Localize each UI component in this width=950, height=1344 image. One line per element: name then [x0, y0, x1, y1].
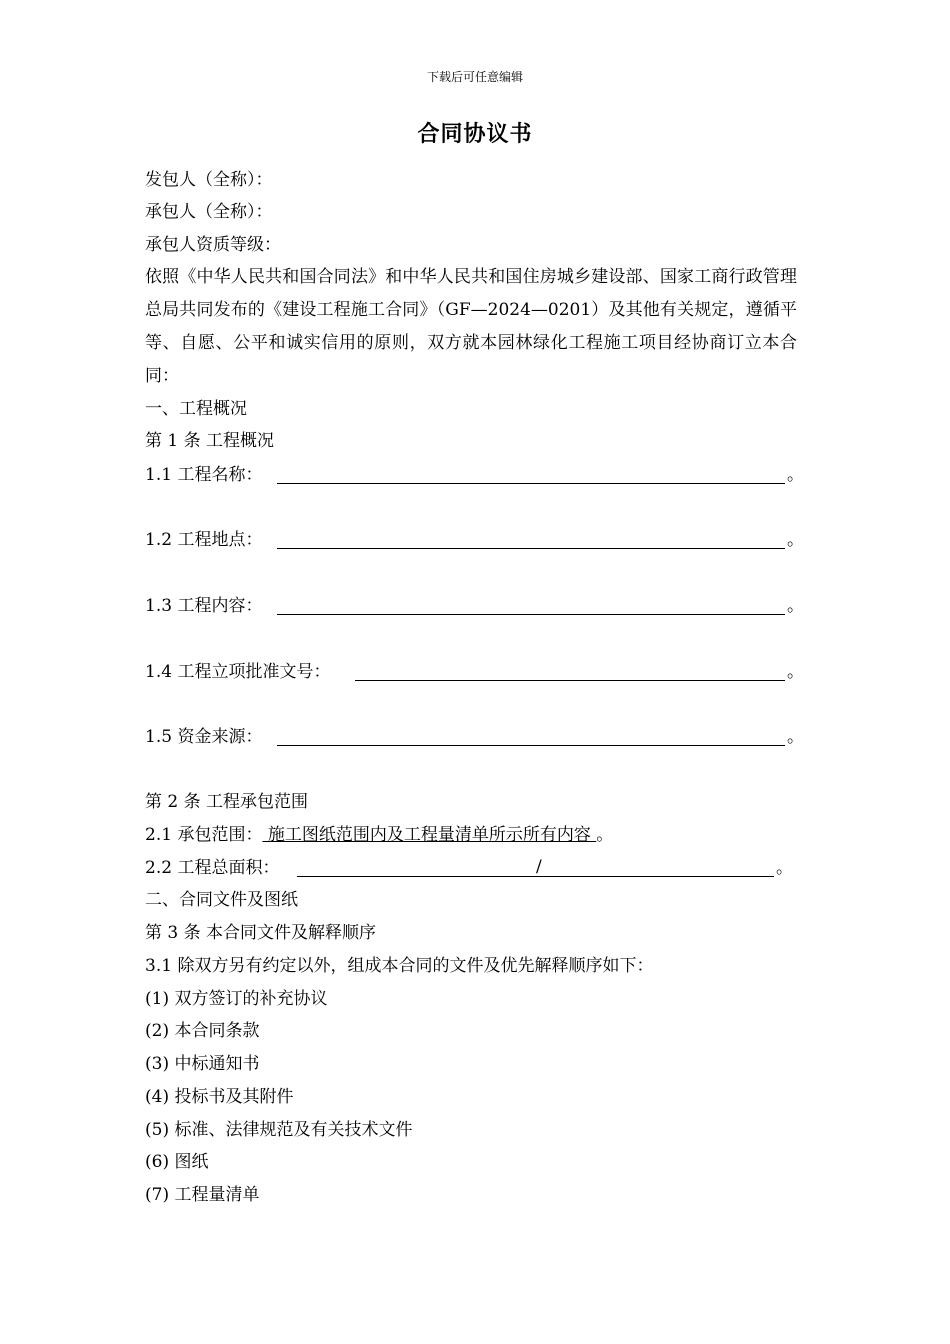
document-list-item: (4) 投标书及其附件	[145, 1087, 294, 1107]
article-3-heading: 第 3 条 本合同文件及解释顺序	[145, 923, 377, 943]
intro-paragraph: 依照《中华人民共和国合同法》和中华人民共和国住房城乡建设部、国家工商行政管理总局共同发布的《建设工程施工合同》（GF—2024—0201）及其他有关规定，遵循平等、自愿、公平和诚实信用的原则，双方就本园林绿化工程施工项目经协商订立本合同：	[145, 267, 797, 386]
header-note: 下载后可任意编辑	[426, 70, 523, 84]
approval-number-blank[interactable]	[355, 680, 785, 681]
period: 。	[787, 530, 804, 550]
project-name-label: 1.1 工程名称：	[145, 465, 263, 485]
document-list-item: (3) 中标通知书	[145, 1054, 260, 1074]
funding-source-blank[interactable]	[277, 745, 785, 746]
scope-value: 施工图纸范围内及工程量清单所示所有内容	[262, 825, 597, 845]
period: 。	[787, 465, 804, 485]
funding-source-label: 1.5 资金来源：	[145, 727, 263, 747]
total-area-value: /	[536, 857, 542, 877]
period: 。	[787, 596, 804, 616]
document-list-item: (6) 图纸	[145, 1152, 209, 1172]
period: 。	[776, 858, 793, 878]
article-2-heading: 第 2 条 工程承包范围	[145, 792, 309, 812]
approval-number-label: 1.4 工程立项批准文号：	[145, 662, 331, 682]
document-list-item: (5) 标准、法律规范及有关技术文件	[145, 1120, 413, 1140]
employer-line: 发包人（全称）：	[145, 170, 273, 190]
project-content-blank[interactable]	[277, 614, 785, 615]
total-area-label: 2.2 工程总面积：	[145, 858, 280, 878]
document-list-item: (2) 本合同条款	[145, 1021, 260, 1041]
section-2-heading: 二、合同文件及图纸	[145, 890, 298, 910]
project-location-blank[interactable]	[277, 548, 785, 549]
contractor-line: 承包人（全称）：	[145, 202, 273, 222]
document-list-item: (7) 工程量清单	[145, 1185, 260, 1205]
period: 。	[787, 662, 804, 682]
section-1-heading: 一、工程概况	[145, 399, 247, 419]
document-list-item: (1) 双方签订的补充协议	[145, 989, 328, 1009]
period: 。	[787, 727, 804, 747]
project-name-blank[interactable]	[277, 483, 785, 484]
project-location-label: 1.2 工程地点：	[145, 530, 263, 550]
project-content-label: 1.3 工程内容：	[145, 596, 263, 616]
clause-3-1: 3.1 除双方另有约定以外，组成本合同的文件及优先解释顺序如下：	[145, 956, 654, 976]
qualification-line: 承包人资质等级：	[145, 235, 281, 255]
scope-line	[145, 825, 613, 845]
period: 。	[596, 825, 614, 845]
scope-label: 2.1 承包范围：	[145, 825, 263, 845]
article-1-heading: 第 1 条 工程概况	[145, 431, 275, 451]
document-title: 合同协议书	[417, 121, 533, 147]
